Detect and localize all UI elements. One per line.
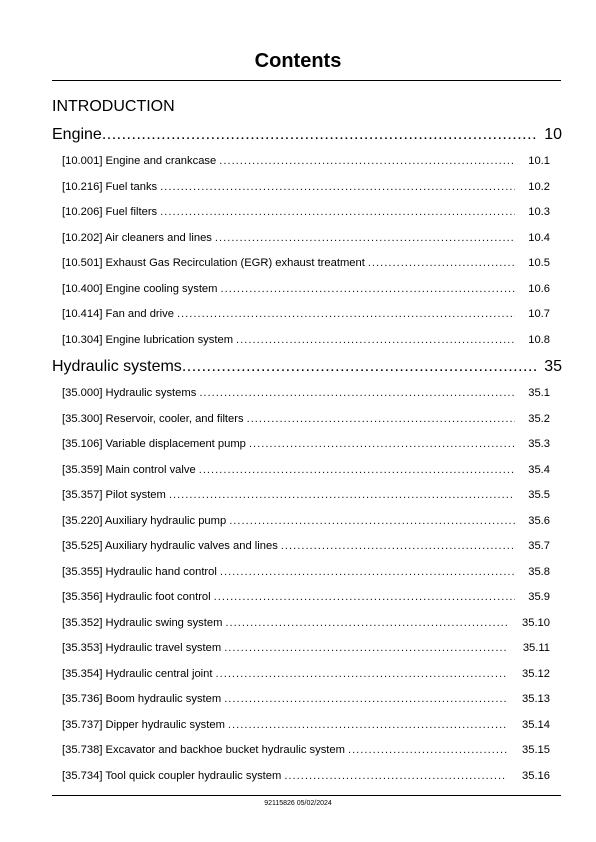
entry-page-number: 10.1 (528, 155, 550, 167)
dot-leader (102, 121, 536, 149)
entry-label: [10.304] Engine lubrication system (62, 333, 234, 346)
toc-entry[interactable] (52, 226, 562, 252)
toc-entry[interactable] (52, 407, 562, 433)
dot-leader (368, 251, 515, 277)
toc-entry[interactable] (52, 328, 562, 354)
entry-label: [10.202] Air cleaners and lines (62, 231, 212, 244)
toc-entry[interactable] (52, 636, 562, 662)
toc-entry[interactable] (52, 687, 562, 713)
dot-leader (219, 149, 515, 175)
dot-leader (228, 713, 507, 739)
dot-leader (220, 560, 515, 586)
toc-section-hydraulic-systems[interactable] (52, 353, 562, 381)
entry-page-number: 10.3 (528, 206, 550, 218)
section-page-number: 10 (544, 126, 562, 143)
entry-label: [35.353] Hydraulic travel system (62, 642, 222, 654)
entry-label: [10.400] Engine cooling system (62, 282, 218, 295)
dot-leader (224, 687, 507, 713)
entry-page-number: 10.6 (528, 282, 550, 295)
toc-entry[interactable] (52, 585, 562, 611)
toc-entry[interactable] (52, 509, 562, 535)
entry-label: [35.354] Hydraulic central joint (62, 667, 213, 680)
entry-page-number: 35.14 (522, 718, 550, 731)
entry-page-number: 35.9 (528, 591, 550, 603)
entry-label: [35.738] Excavator and backhoe bucket hydraulic system (62, 744, 345, 756)
entry-label: [35.359] Main control valve (62, 463, 196, 476)
dot-leader (281, 534, 515, 560)
dot-leader (224, 636, 507, 662)
entry-label: [35.300] Reservoir, cooler, and filters (62, 412, 244, 425)
toc-section-engine[interactable] (52, 121, 562, 149)
dot-leader (284, 764, 507, 790)
entry-label: [10.206] Fuel filters (62, 206, 158, 218)
toc-entry[interactable] (52, 251, 562, 277)
toc-entry[interactable] (52, 149, 562, 175)
dot-leader (199, 458, 515, 484)
entry-page-number: 35.4 (528, 463, 550, 476)
entry-page-number: 10.2 (528, 180, 550, 193)
entry-page-number: 35.15 (522, 744, 550, 756)
page-title: Contents (254, 50, 342, 72)
toc-introduction-link[interactable]: INTRODUCTION (52, 98, 175, 115)
dot-leader (169, 483, 515, 509)
entry-page-number: 10.5 (528, 257, 550, 269)
table-of-contents (52, 121, 562, 789)
top-divider (52, 80, 561, 81)
dot-leader (160, 175, 515, 201)
toc-entry[interactable] (52, 432, 562, 458)
toc-entry[interactable] (52, 534, 562, 560)
toc-entry[interactable] (52, 662, 562, 688)
toc-entry[interactable] (52, 560, 562, 586)
dot-leader (160, 200, 515, 226)
toc-entry[interactable] (52, 175, 562, 201)
entry-page-number: 35.11 (522, 642, 550, 654)
entry-label: [10.414] Fan and drive (62, 308, 174, 320)
toc-entry[interactable] (52, 713, 562, 739)
entry-label: [35.734] Tool quick coupler hydraulic system (62, 769, 282, 782)
dot-leader (215, 226, 515, 252)
dot-leader (199, 381, 515, 407)
dot-leader (236, 328, 515, 354)
bottom-divider (52, 795, 561, 796)
entry-page-number: 10.8 (528, 333, 550, 346)
dot-leader (229, 509, 515, 535)
entry-label: [35.352] Hydraulic swing system (62, 616, 223, 629)
entry-page-number: 35.1 (528, 387, 550, 399)
toc-entry[interactable] (52, 483, 562, 509)
entry-label: [10.501] Exhaust Gas Recirculation (EGR) exhaust treatment (62, 257, 365, 269)
entry-page-number: 35.10 (522, 616, 550, 629)
entry-page-number: 35.2 (528, 412, 550, 425)
section-name: Engine (52, 126, 102, 143)
entry-page-number: 35.3 (528, 438, 550, 450)
entry-page-number: 35.16 (522, 769, 550, 782)
entry-label: [35.736] Boom hydraulic system (62, 693, 222, 705)
dot-leader (247, 407, 515, 433)
toc-entry[interactable] (52, 302, 562, 328)
entry-label: [35.357] Pilot system (62, 489, 166, 501)
toc-entry[interactable] (52, 458, 562, 484)
entry-page-number: 10.4 (528, 231, 550, 244)
dot-leader (220, 277, 515, 303)
entry-label: [35.000] Hydraulic systems (62, 387, 197, 399)
footer-doc-id: 92115826 05/02/2024 (264, 800, 332, 807)
entry-label: [35.355] Hydraulic hand control (62, 565, 217, 578)
entry-label: [35.737] Dipper hydraulic system (62, 718, 225, 731)
dot-leader (249, 432, 515, 458)
entry-label: [35.220] Auxiliary hydraulic pump (62, 514, 227, 527)
entry-page-number: 35.8 (528, 565, 550, 578)
toc-entry[interactable] (52, 277, 562, 303)
dot-leader (214, 585, 515, 611)
dot-leader (182, 353, 536, 381)
entry-label: [10.001] Engine and crankcase (62, 155, 217, 167)
dot-leader (177, 302, 515, 328)
toc-entry[interactable] (52, 738, 562, 764)
entry-page-number: 35.5 (528, 489, 550, 501)
toc-entry[interactable] (52, 381, 562, 407)
dot-leader (225, 611, 507, 637)
section-page-number: 35 (544, 358, 562, 375)
toc-entry[interactable] (52, 200, 562, 226)
entry-page-number: 10.7 (528, 308, 550, 320)
toc-entry[interactable] (52, 764, 562, 790)
entry-label: [35.356] Hydraulic foot control (62, 591, 211, 603)
entry-label: [35.106] Variable displacement pump (62, 438, 246, 450)
entry-page-number: 35.12 (522, 667, 550, 680)
dot-leader (348, 738, 507, 764)
section-name: Hydraulic systems (52, 358, 182, 375)
toc-entry[interactable] (52, 611, 562, 637)
entry-page-number: 35.6 (528, 514, 550, 527)
dot-leader (216, 662, 508, 688)
entry-page-number: 35.13 (522, 693, 550, 705)
entry-label: [10.216] Fuel tanks (62, 180, 158, 193)
entry-page-number: 35.7 (528, 540, 550, 552)
entry-label: [35.525] Auxiliary hydraulic valves and lines (62, 540, 278, 552)
